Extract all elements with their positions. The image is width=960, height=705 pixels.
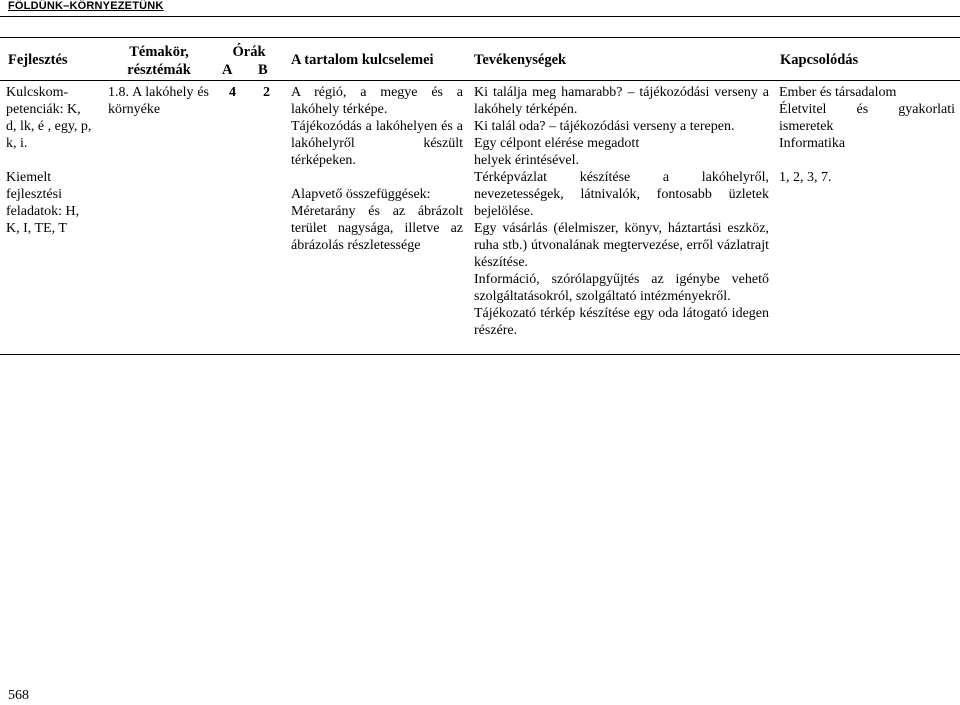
cell-kapcsolodas-1: Ember és társadalom — [779, 85, 897, 100]
cell-tevekenyseg-4: Térképvázlat készítése a lakóhelyről, nevezetességek, látnivalók, fontosabb üzletek bejelölése. — [474, 170, 769, 219]
cell-tevekenyseg-6: Információ, szórólapgyűjtés az igénybe vehető szolgáltatásokról, szolgáltató intézményekről. — [474, 272, 769, 304]
cell-tevekenyseg-3: Egy célpont elérése megadott helyek érintésével. — [474, 136, 640, 168]
table-bottom-border — [0, 354, 960, 355]
cell-orak-b: 2 — [263, 85, 270, 100]
col-header-temakor-line2: résztémák — [127, 62, 191, 78]
table-top-border — [0, 37, 960, 38]
col-header-tevekenysegek: Tevékenységek — [474, 52, 567, 68]
cell-tartalom-3: Alapvető összefüggések: — [291, 187, 431, 202]
cell-tevekenyseg-2: Ki talál oda? – tájékozódási verseny a terepen. — [474, 119, 735, 134]
cell-kapcsolodas-4: 1, 2, 3, 7. — [779, 170, 832, 185]
col-header-orak-b: B — [258, 62, 268, 78]
cell-tevekenyseg-1: Ki találja meg hamarabb? – tájékozódási verseny a lakóhely térképén. — [474, 85, 769, 117]
page-number: 568 — [8, 688, 29, 703]
cell-tartalom-1: A régió, a megye és a lakóhely térképe. — [291, 85, 463, 117]
header-rule — [0, 16, 960, 17]
cell-tartalom-4: Méretarány és az ábrázolt terület nagysága, illetve az ábrázolás részletessége — [291, 204, 463, 253]
col-header-orak-a: A — [222, 62, 233, 78]
col-header-temakor-line1: Témakör, — [129, 44, 189, 60]
cell-tartalom-2: Tájékozódás a lakóhelyen és a lakóhelyről készült térképeken. — [291, 119, 463, 168]
col-header-orak: Órák — [232, 44, 266, 60]
cell-kapcsolodas-2: Életvitel és gyakorlati ismeretek — [779, 102, 955, 134]
table-header-border — [0, 80, 960, 81]
running-header: FÖLDÜNK–KÖRNYEZETÜNK — [8, 0, 164, 12]
cell-kapcsolodas-3: Informatika — [779, 136, 846, 151]
cell-fejlesztes-feladatok: Kiemelt fejlesztési feladatok: H, K, I, TE, T — [6, 170, 80, 236]
cell-tevekenyseg-5: Egy vásárlás (élelmiszer, könyv, háztartási eszköz, ruha stb.) útvonalának megtervezése, erről vázlatrajt készítése. — [474, 221, 769, 270]
cell-orak-a: 4 — [229, 85, 236, 100]
cell-tevekenyseg-7: Tájékozató térkép készítése egy oda látogató idegen részére. — [474, 306, 769, 338]
col-header-kapcsolodas: Kapcsolódás — [780, 52, 859, 68]
col-header-tartalom: A tartalom kulcselemei — [291, 52, 434, 68]
cell-fejlesztes-kulcskompetenciak: Kulcskom-petenciák: K, d, lk, é , egy, p, k, i. — [6, 85, 92, 151]
col-header-fejlesztes: Fejlesztés — [8, 52, 68, 68]
cell-temakor: 1.8. A lakóhely és környéke — [108, 85, 209, 117]
